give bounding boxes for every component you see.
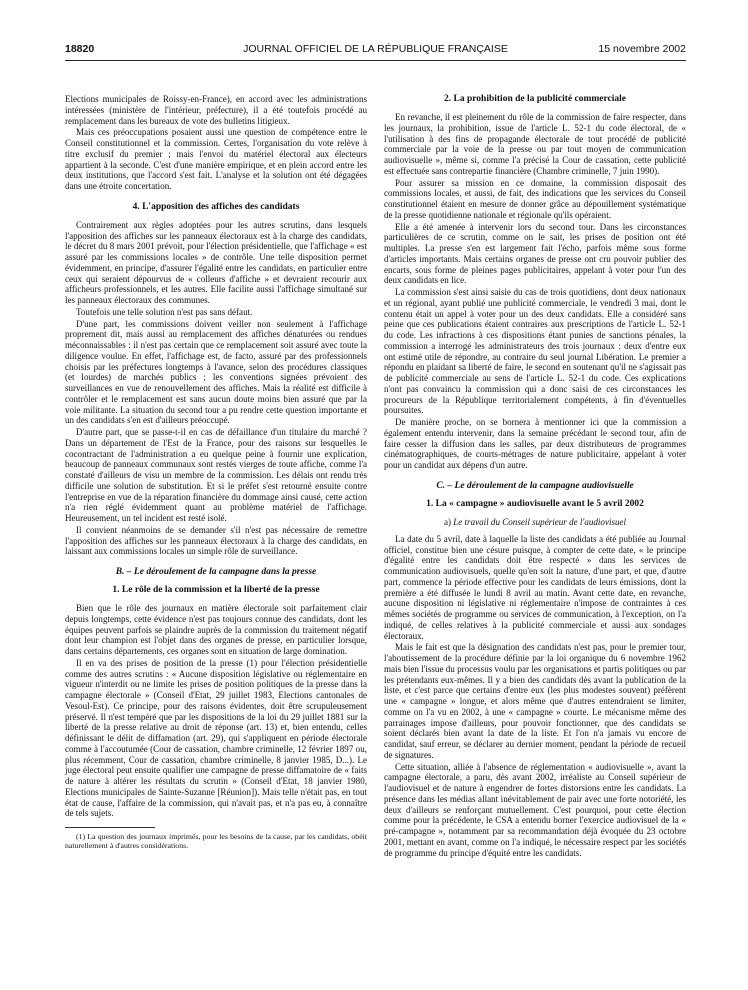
paragraph: Elections municipales de Roissy-en-France), en accord avec les administrations intéressées (ministère de l'intérieur, préfecture), il a été toutefois procédé au remplacement dans les bureaux de vote des bulletins litigieux. bbox=[65, 94, 367, 126]
paragraph: Elle a été amenée à intervenir lors du second tour. Dans les circonstances particulières de ce scrutin, comme on le sait, les prises de position ont été multiples. La presse s'en est largement fait l'écho, parfois même sous forme d'articles importants. Mais certains organes de presse ont cru pouvoir publier des encarts, sous forme de pleines pages publicitaires, appelant à voter pour l'un des deux candidats en lice. bbox=[384, 221, 686, 286]
paragraph: D'une part, les commissions doivent veiller non seulement à l'affichage proprement dit, mais aussi au remplacement des affiches dénaturées ou rendues méconnaissables : il n'est pas certain que ce remplacement soit assuré avec toute la diligence voulue. En effet, l'affichage est, de facto, assuré par des professionnels choisis par les préfectures longtemps à l'avance, selon des procédures classiques (et lourdes) de marchés publics ; les conventions signées prévoient des surveillances en vue de renouvellement des affiches. Mais la réalité est difficile à contrôler et le remplacement est sans aucun doute moins bien assuré que par la voie militante. La situation du second tour a pu rendre cette question importante et un des candidats s'en est d'ailleurs préoccupé. bbox=[65, 318, 367, 426]
footnote: (1) La question des journaux imprimés, pour les besoins de la cause, par les candidats, obéit naturellement à d'autres considérations. bbox=[65, 832, 367, 851]
header-rule bbox=[65, 60, 686, 61]
subsection-heading: 2. La prohibition de la publicité commerciale bbox=[444, 94, 626, 104]
sub-subsection-heading bbox=[384, 517, 686, 528]
left-column bbox=[65, 94, 367, 850]
subsection-heading: 1. Le rôle de la commission et la liberté de la presse bbox=[112, 585, 320, 595]
paragraph: Toutefois une telle solution n'est pas sans défaut. bbox=[76, 306, 253, 317]
paragraph: Bien que le rôle des journaux en matière électorale soit parfaitement clair depuis longtemps, cette évidence n'est pas toujours connue des candidats, dont les équipes peuvent parfois se plaindre auprès de la commission du traitement négatif dont leur champion est l'objet dans des organes de presse, en particulier lorsque, dans certains départements, ces organes sont en situation de large domination. bbox=[65, 603, 367, 656]
subsection-heading: 1. La « campagne » audiovisuelle avant le 5 avril 2002 bbox=[426, 498, 644, 509]
subheading-text: Le travail du Conseil supérieur de l'audiovisuel bbox=[453, 516, 627, 527]
right-column bbox=[384, 94, 686, 859]
page-number: 18820 bbox=[65, 43, 95, 55]
section-heading: B. – Le déroulement de la campagne dans la presse bbox=[115, 567, 317, 577]
paragraph: La commission s'est ainsi saisie du cas de trois quotidiens, dont deux nationaux et un régional, ayant publié une publicité commerciale, le vendredi 3 mai, dont le contenu était un appel à voter pour un des deux candidats. Elle a considéré sans peine que ces publications étaient contraires aux prescriptions de l'article L. 52-1 du code. Les infractions à ces dispositions étant punies de sanctions pénales, la commission a interrogé les administrateurs des trois journaux : deux d'entre eux ont estimé utile de répondre, au contraire du seul journal Libération. Le premier a répondu en plaidant sa liberté de faire, le second en soutenant qu'il ne s'agissait pas de publicité commerciale au sens de l'article L. 52-1 du code. Ces explications n'ont pas convaincu la commission qui a donc saisi de ces circonstances les procureurs de la République territorialement compétents, à fin d'éventuelles poursuites. bbox=[384, 287, 686, 416]
footnote-rule bbox=[65, 827, 155, 828]
page-header bbox=[65, 43, 686, 59]
paragraph: Il en va des prises de position de la presse (1) pour l'élection présidentielle comme des autres scrutins : « Aucune disposition législative ou réglementaire en vigueur n'interdit ou ne limite les prises de position politiques de la presse dans la campagne électorale » (Conseil d'Etat, 29 juillet 1983, Elections cantonales de Vesoul-Est). Ce principe, pour des raisons évidentes, doit être scrupuleusement préservé. Il n'est tempéré que par les dispositions de la loi du 29 juillet 1881 sur la liberté de la presse relative au droit de réponse (art. 13) et, bien entendu, celles définissant le délit de diffamation (art. 29), qui s'appliquent en période électorale comme à l'accoutumée (Cour de cassation, chambre criminelle, 12 février 1897 ou, plus récemment, Cour de cassation, chambre criminelle, 8 janvier 1985, D...). Le juge électoral peut ensuite qualifier une campagne de presse diffamatoire de « faits de nature à altérer les résultats du scrutin » (Conseil d'Etat, 18 janvier 1980, Elections municipales de Sainte-Suzanne [Réunion]). Mais telle n'était pas, en tout état de cause, l'affaire de la commission, qui n'avait pas, et n'a pas eu, à connaître de tels sujets. bbox=[65, 657, 367, 819]
paragraph: De manière proche, on se bornera à mentionner ici que la commission a également entendu intervenir, dans la semaine précédant le second tour, afin de faire cesser la diffusion dans les salles, par deux distributeurs de programmes cinématographiques, de courts-métrages de nature publicitaire, appelant à voter pour un candidat aux dépens d'un autre. bbox=[384, 417, 686, 470]
paragraph: En revanche, il est pleinement du rôle de la commission de faire respecter, dans les journaux, la prohibition, issue de l'article L. 52-1 du code électoral, de « l'utilisation à des fins de propagande électorale de tout procédé de publicité commerciale par la voie de la presse ou par tout moyen de communication audiovisuelle », même si, comme l'a précisé la Cour de cassation, cette publicité est effectuée sans contrepartie financière (Chambre criminelle, 7 juin 1990). bbox=[384, 112, 686, 176]
paragraph: Mais le fait est que la désignation des candidats n'est pas, pour le premier tour, l'aboutissement de la procédure définie par la loi organique du 6 novembre 1962 mais bien l'issue du processus voulu par les organisations et partis politiques ou par les prétendants eux-mêmes. Il y a bien des candidats dès avant la publication de la liste, et c'est parce que certains d'entre eux (les plus modestes souvent) préfèrent une « campagne » longue, et alors même que d'autres entendraient se limiter, comme on l'a vu en 2002, à une « campagne » courte. Le mécanisme même des parrainages impose d'ailleurs, pour pouvoir fonctionner, que des candidats se soient déclarés bien avant la date de la liste. Et l'on n'a jamais vu encore de candidat, sauf erreur, se déclarer au dernier moment, pendant la période de recueil de signatures. bbox=[384, 642, 686, 760]
journal-title: JOURNAL OFFICIEL DE LA RÉPUBLIQUE FRANÇAISE bbox=[243, 43, 508, 55]
paragraph: Pour assurer sa mission en ce domaine, la commission disposait des commissions locales, et aussi, de fait, des indications que les services du Conseil constitutionnel étaient en mesure de donner grâce au dépouillement systématique de la presse quotidienne nationale et régionale qu'ils opéraient. bbox=[384, 177, 686, 220]
paragraph: Cette situation, alliée à l'absence de réglementation « audiovisuelle », avant la campagne électorale, a paru, dès avant 2002, irréaliste au Conseil supérieur de l'audiovisuel et de nature à engendrer de fortes distorsions entre les candidats. La présence dans les médias allant inévitablement de pair avec une forte notoriété, les deux d'ailleurs se renforçant mutuellement. C'est pourquoi, pour cette élection comme pour la précédente, le CSA a entendu borner l'exercice audiovisuel de la « pré-campagne », notamment par sa recommandation déjà évoquée du 23 octobre 2001, mettant en avant, comme on l'a indiqué, le nécessaire respect par les sociétés de programme du principe d'équité entre les candidats. bbox=[384, 761, 686, 858]
section-heading: C. – Le déroulement de la campagne audiovisuelle bbox=[436, 480, 634, 491]
paragraph: Il convient néanmoins de se demander s'il n'est pas nécessaire de remettre l'apposition des affiches sur les panneaux électoraux à la charge des candidats, en laissant aux commissions locales un simple rôle de surveillance. bbox=[65, 524, 367, 557]
paragraph: D'autre part, que se passe-t-il en cas de défaillance d'un titulaire du marché ? Dans un département de l'Est de la France, pour des raisons sur lesquelles le cocontractant de l'administration a eu quelque peine à fournir une explication, beaucoup de panneaux communaux sont restés vierges de toute affiche, comme l'a constaté d'ailleurs de visu un membre de la commission. Les délais ont rendu très difficile une solution de substitution. Et si le préfet s'est retourné ensuite contre l'entreprise en vue de la réparation financière du dommage ainsi causé, cette action n'a rien réglé évidemment quant au problème matériel de l'affichage. Heureusement, un tel incident est resté isolé. bbox=[65, 427, 367, 523]
paragraph: Mais ces préoccupations posaient aussi une question de compétence entre le Conseil constitutionnel et la commission. Certes, l'organisation du vote relève à titre exclusif du premier ; mais l'envoi du matériel électoral aux électeurs appartient à la seconde. C'est d'une manière empirique, et en plein accord entre les deux institutions, que l'accord s'est fait. L'analyse et la solution ont été dégagées dans une étroite concertation. bbox=[65, 127, 367, 191]
publication-date: 15 novembre 2002 bbox=[598, 43, 686, 55]
paragraph: La date du 5 avril, date à laquelle la liste des candidats a été publiée au Journal officiel, constitue bien une césure puisque, à compter de cette date, « le principe d'égalité entre les candidats doit être respecté » dans les services de communication audiovisuels, quelle qu'en soit la nature, d'une part, et que, d'autre part, commence la période effective pour les candidats de leurs émissions, dont la première a été diffusée le lundi 8 avril au matin. Avant cette date, en revanche, aucune disposition ni législative ni réglementaire n'impose de contraintes à ces mêmes sociétés de programme ou services de communication, à l'exception, on l'a indiqué, de celles relatives à la publicité commerciale et aussi aux sondages électoraux. bbox=[384, 533, 686, 641]
section-heading: 4. L'apposition des affiches des candidats bbox=[132, 201, 300, 212]
subheading-letter: a) bbox=[443, 516, 451, 527]
paragraph: Contrairement aux règles adoptées pour les autres scrutins, dans lesquels l'apposition des affiches sur les panneaux électoraux est à la charge des candidats, le décret du 8 mars 2001 prévoit, pour l'élection présidentielle, que l'affichage « est assuré par les commissions locales » de contrôle. Une telle disposition permet évidemment, en principe, d'assurer l'égalité entre les candidats, en particulier entre ceux qui seraient dépourvus de « colleurs d'affiche » et devraient recourir aux afficheurs professionnels, et les autres. Elle facilite aussi l'affichage simultané sur les panneaux électoraux des communes. bbox=[65, 219, 367, 305]
